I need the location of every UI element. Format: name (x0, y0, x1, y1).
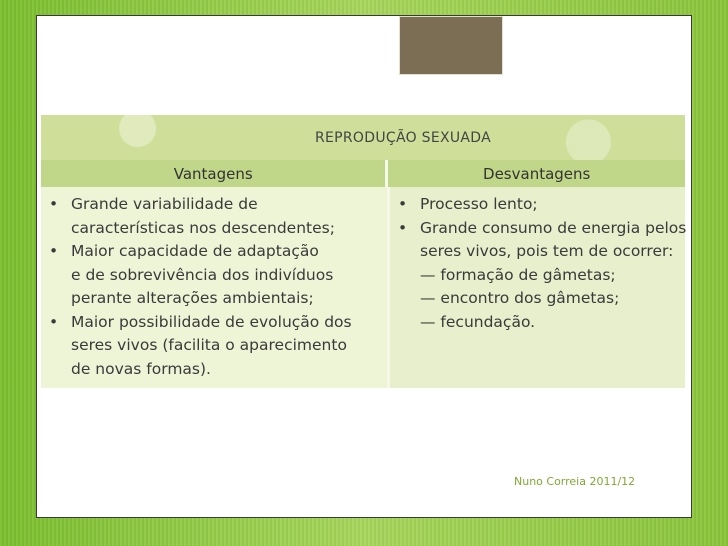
table-header-row (41, 160, 685, 187)
disadvantage-line (398, 264, 685, 288)
advantage-line-text: seres vivos (facilita o aparecimento (71, 336, 347, 354)
advantage-line (49, 311, 387, 335)
advantage-line-text: de novas formas). (71, 359, 211, 378)
disadvantage-line (398, 287, 685, 311)
advantage-line (49, 264, 387, 288)
disadvantage-line-text: Processo lento; (420, 195, 538, 213)
disadvantage-line-text: seres vivos, pois tem de ocorrer: (420, 242, 674, 260)
disadvantage-line (398, 240, 685, 264)
disadvantage-line (398, 311, 685, 335)
advantage-line-text: e de sobrevivência dos indivíduos (71, 265, 334, 284)
author-footer: Nuno Correia 2011/12 (514, 475, 636, 488)
table-title-band (41, 115, 685, 160)
table-title: REPRODUÇÃO SEXUADA (314, 129, 492, 146)
bullet-icon: • (49, 195, 59, 213)
bullet-icon: • (398, 195, 408, 213)
disadvantage-line-text: Grande consumo de energia pelos (420, 218, 687, 237)
advantage-line-text: Maior possibilidade de evolução dos (71, 312, 352, 331)
advantage-line-text: perante alterações ambientais; (71, 289, 314, 307)
disadvantage-line-text: — encontro dos gâmetas; (420, 289, 620, 307)
advantage-line (49, 193, 387, 217)
disadvantage-line-text: — formação de gâmetas; (420, 265, 616, 284)
bullet-icon: • (49, 312, 59, 331)
bullet-icon: • (398, 218, 408, 237)
advantage-line (49, 240, 387, 264)
advantage-line-text: Grande variabilidade de (71, 195, 258, 213)
slide (36, 15, 692, 518)
advantage-line-text: Maior capacidade de adaptação (71, 242, 319, 260)
advantages-cell (41, 187, 387, 388)
disadvantages-cell (387, 187, 685, 388)
reproduction-table-image (41, 115, 685, 388)
advantage-line (49, 358, 387, 382)
disadvantage-line (398, 193, 685, 217)
bullet-icon: • (49, 242, 59, 260)
table-body-row (41, 187, 685, 388)
advantage-line (49, 287, 387, 311)
header-advantages: Vantagens (173, 164, 253, 183)
disadvantage-line (398, 217, 685, 241)
title-placeholder-tab (399, 16, 503, 75)
header-disadvantages: Desvantagens (385, 160, 685, 187)
advantage-line (49, 334, 387, 358)
advantage-line-text: características nos descendentes; (71, 218, 335, 237)
disadvantage-line-text: — fecundação. (420, 312, 536, 331)
advantage-line (49, 217, 387, 241)
